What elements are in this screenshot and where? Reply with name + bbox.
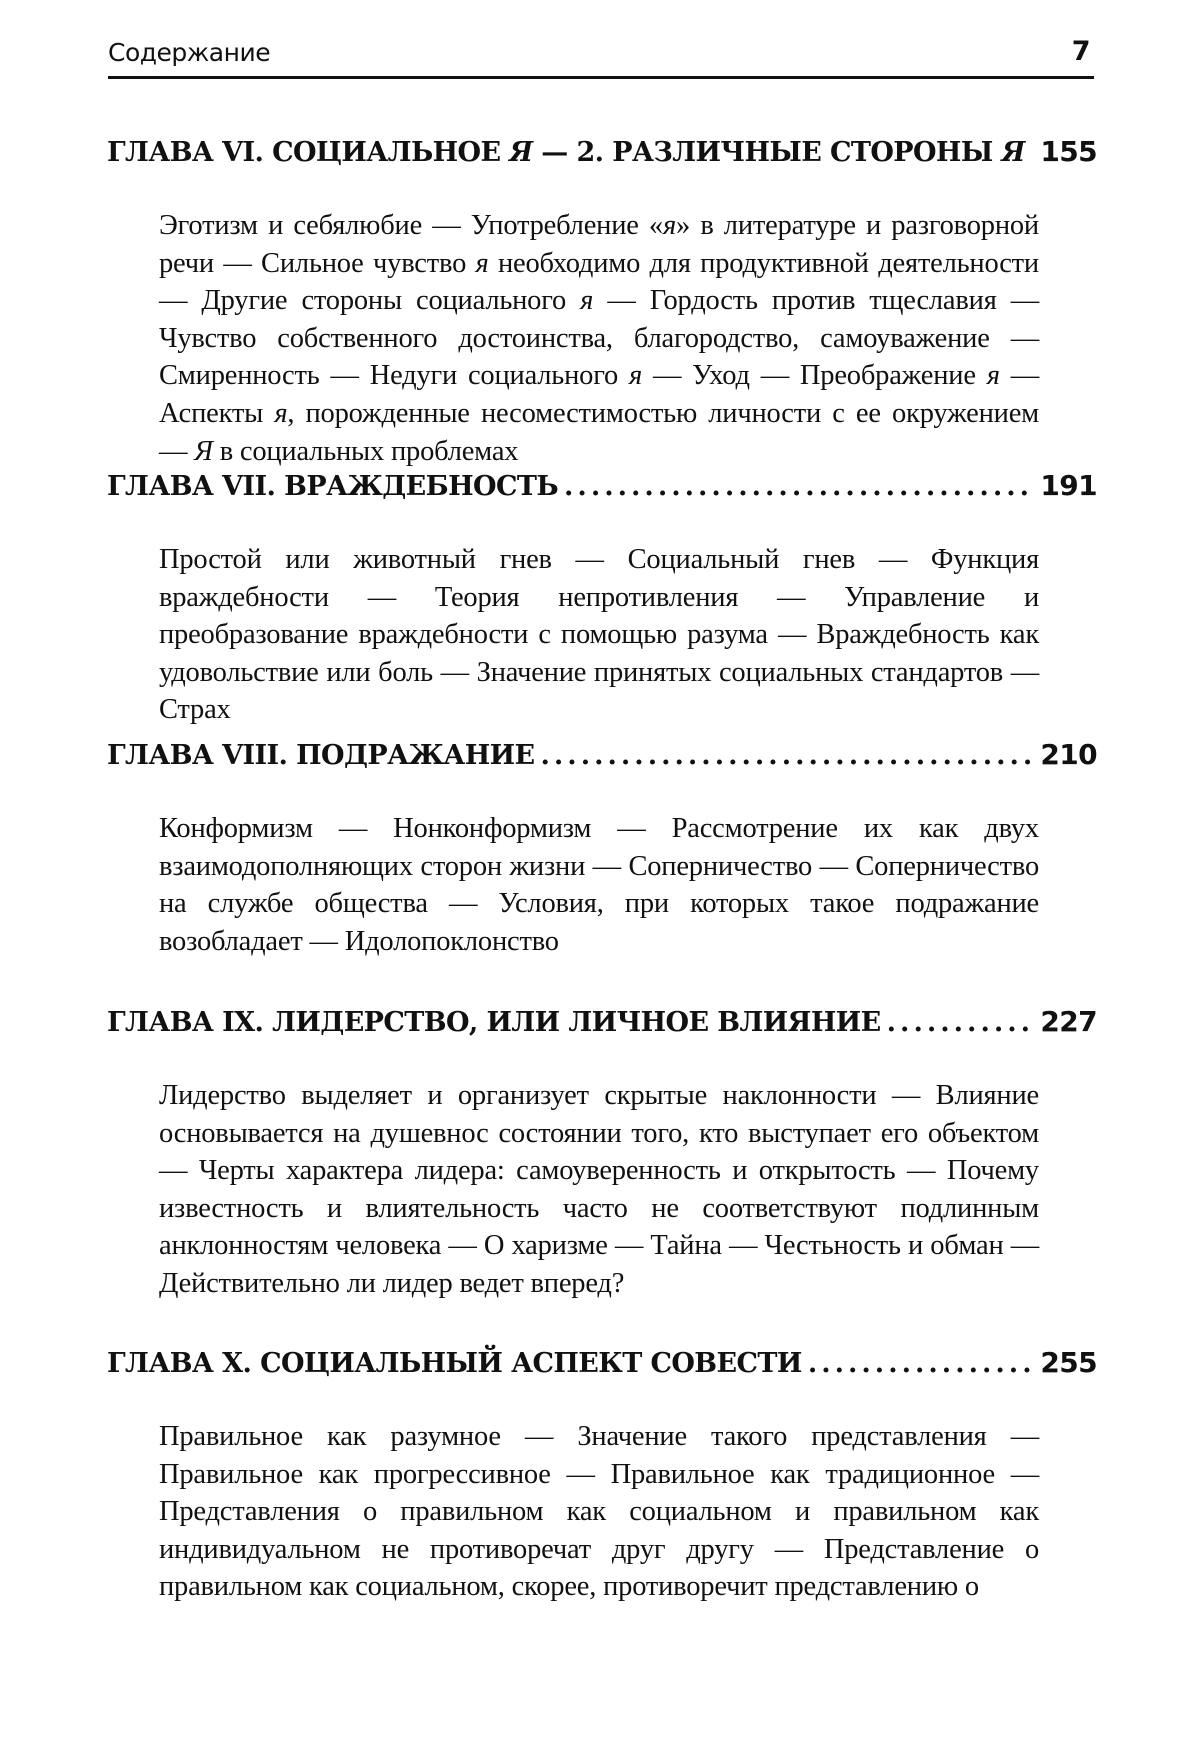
summary-text: необходимо для продуктивной деятельности — Другие стороны социального — [159, 247, 1039, 317]
running-head-title: Содержание — [108, 38, 271, 67]
chapter-summary — [159, 1077, 1039, 1303]
summary-text: Эготизм и себялюбие — Употребление « — [159, 210, 663, 241]
summary-italic-text: Я — [194, 435, 213, 467]
chapter-title-text: ГЛАВА VI. СОЦИАЛЬНОЕ — [107, 137, 510, 168]
toc-entry-chapter-10 — [107, 1343, 1097, 1606]
chapter-title-text: — 2. РАЗЛИЧНЫЕ СТОРОНЫ — [532, 137, 1002, 168]
summary-text: Лидерство выделяет и организует скрытые наклонности — Влияние основывается на душевнос состоянии того, кто выступает его объектом — Черты характера лидера: самоуверенность и открытость — Почему известность и влиятельность часто не соответствуют подлинным анклонностям человека — О харизме — Тайна — Честьность и обман — Действительно ли лидер ведет вперед? — [159, 1080, 1039, 1299]
dot-leader — [564, 467, 1032, 507]
chapter-summary — [159, 207, 1039, 470]
chapter-page-number: 210 — [1040, 738, 1097, 771]
summary-text: » в литературе и разговорной речи — Сильное чувство — [159, 210, 1039, 279]
summary-text: — Аспекты — [159, 360, 1039, 429]
chapter-heading — [107, 1343, 1097, 1384]
summary-text: в социальных проблемах — [212, 435, 519, 467]
summary-italic-text: я — [628, 360, 643, 392]
summary-text: Конформизм — Нонконформизм — Рассмотрение их как двух взаимодополняющих сторон жизни — Соперничество — Соперничество на службе общества — Условия, при которых такое подражание возобладает — Идолопоклонство — [159, 813, 1039, 957]
toc-entry-chapter-6 — [107, 132, 1097, 470]
running-head — [108, 36, 1094, 79]
chapter-title: ГЛАВА VIII. ПОДРАЖАНИЕ — [107, 740, 535, 771]
chapter-heading — [107, 466, 1097, 507]
summary-text: , порожденные несоместимостью личности с ее окружением — — [159, 397, 1039, 467]
chapter-page-number: 227 — [1040, 1005, 1097, 1038]
chapter-summary — [159, 1418, 1039, 1606]
chapter-title — [107, 133, 1025, 173]
summary-italic-text: я — [662, 210, 677, 241]
chapter-page-number: 155 — [1040, 135, 1097, 168]
toc-entry-chapter-7 — [107, 466, 1097, 729]
chapter-page-number: 255 — [1040, 1346, 1097, 1379]
summary-italic-text: я — [986, 360, 1000, 392]
toc-entry-chapter-9 — [107, 1002, 1097, 1303]
dot-leader — [541, 736, 1033, 776]
chapter-title-italic: Я — [1001, 137, 1025, 168]
summary-italic-text: я — [274, 397, 288, 429]
dot-leader — [887, 1003, 1033, 1043]
dot-leader — [808, 1344, 1033, 1384]
summary-text: — Гордость против тщеславия — Чувство собственного достоинства, благородство, самоуважение — Смиренность — Недуги социального — [159, 285, 1039, 392]
chapter-heading — [107, 1002, 1097, 1043]
chapter-heading — [107, 132, 1097, 173]
summary-italic-text: я — [580, 285, 594, 317]
chapter-page-number: 191 — [1040, 469, 1097, 502]
chapter-title: ГЛАВА VII. ВРАЖДЕБНОСТЬ — [107, 471, 559, 502]
chapter-title: ГЛАВА Х. СОЦИАЛЬНЫЙ АСПЕКТ СОВЕСТИ — [107, 1348, 802, 1379]
chapter-summary — [159, 810, 1039, 960]
summary-text: Простой или животный гнев — Социальный гнев — Функция враждебности — Теория непротивления — Управление и преобразование враждебности с помощью разума — Враждебность как удовольствие или боль — Значение принятых социальных стандартов — Страх — [159, 544, 1039, 726]
chapter-heading — [107, 735, 1097, 776]
dot-leader — [1031, 133, 1033, 173]
summary-text: Правильное как разумное — Значение такого представления — Правильное как прогрессивное — Правильное как традиционное — Представления о правильном как социальном и правильном как индивидуальном не противоречат друг другу — Представление о правильном как социальном, скорее, противоречит представлению о — [159, 1421, 1039, 1603]
chapter-summary — [159, 541, 1039, 729]
chapter-title-italic: Я — [509, 137, 533, 168]
summary-text: — Уход — Преображение — [642, 360, 987, 392]
page-number: 7 — [1071, 36, 1090, 67]
toc-entry-chapter-8 — [107, 735, 1097, 960]
summary-italic-text: я — [475, 247, 489, 279]
chapter-title: ГЛАВА IX. ЛИДЕРСТВО, ИЛИ ЛИЧНОЕ ВЛИЯНИЕ — [107, 1007, 881, 1038]
